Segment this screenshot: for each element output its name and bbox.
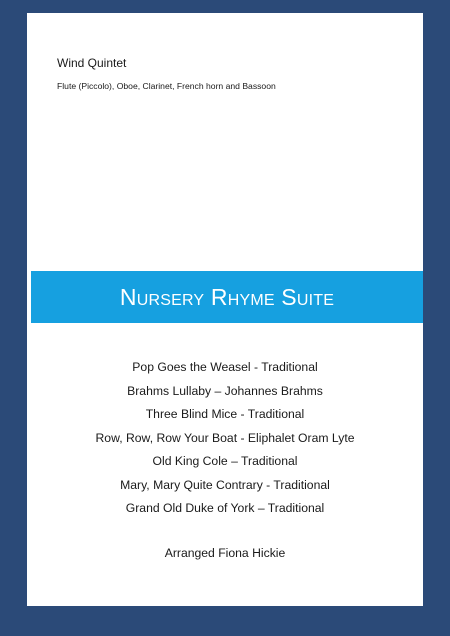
ensemble-label: Wind Quintet [57, 56, 127, 70]
piece-item: Grand Old Duke of York – Traditional [125, 501, 325, 515]
piece-item: Row, Row, Row Your Boat - Eliphalet Oram Lyte [95, 430, 355, 445]
cover-page [27, 13, 423, 606]
suite-title: Nursery Rhyme Suite [119, 283, 335, 310]
piece-item: Brahms Lullaby – Johannes Brahms [127, 383, 323, 398]
instrumentation-text: Flute (Piccolo), Oboe, Clarinet, French horn and Bassoon [57, 81, 276, 91]
piece-item: Pop Goes the Weasel - Traditional [132, 360, 318, 374]
piece-item: Three Blind Mice - Traditional [145, 407, 305, 421]
title-banner [31, 271, 423, 323]
piece-item: Old King Cole – Traditional [152, 454, 298, 468]
arranger-credit: Arranged Fiona Hickie [164, 546, 286, 560]
piece-item: Mary, Mary Quite Contrary - Traditional [120, 477, 330, 492]
piece-list [27, 356, 423, 521]
